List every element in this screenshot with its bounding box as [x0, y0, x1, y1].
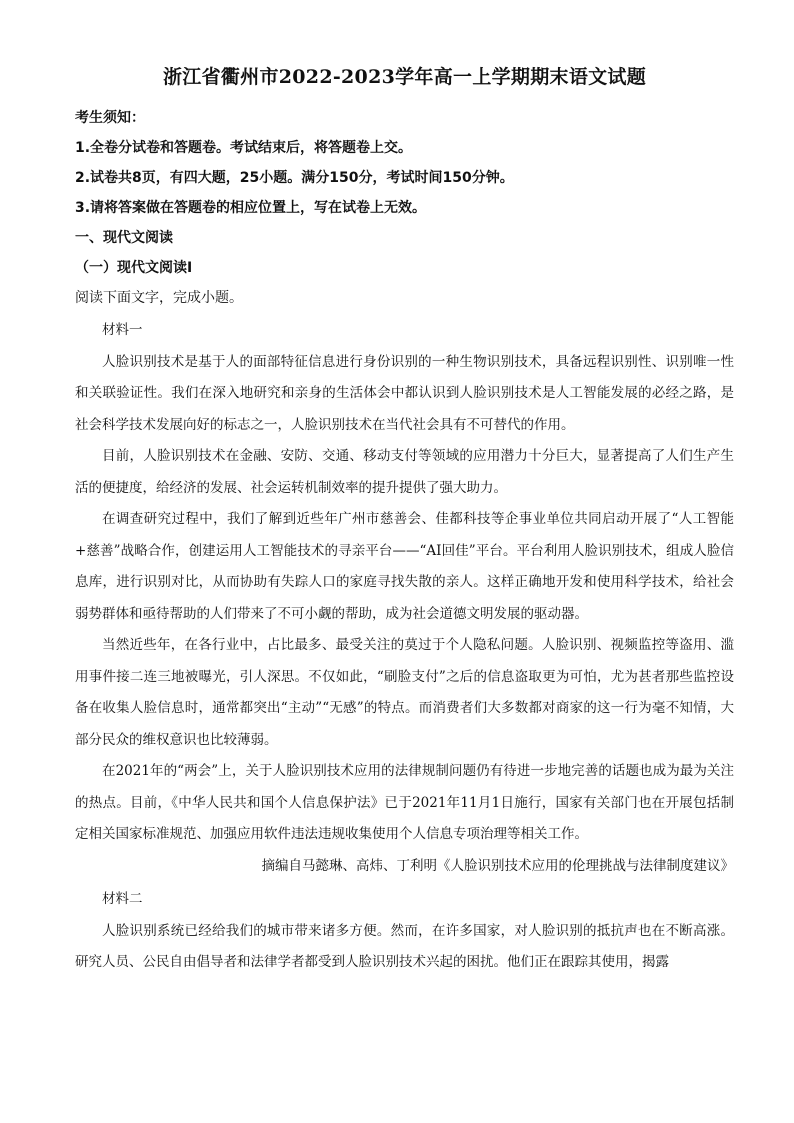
material-source: 摘编自马懿琳、高炜、丁利明《人脸识别技术应用的伦理挑战与法律制度建议》 [261, 857, 734, 874]
notice-item: 2.试卷共8页，有四大题，25小题。满分150分，考试时间150分钟。 [75, 170, 514, 186]
instruction-text: 阅读下面文字，完成小题。 [75, 290, 243, 306]
notice-item: 3.请将答案做在答题卷的相应位置上，写在试卷上无效。 [75, 200, 427, 216]
notice-item: 1.全卷分试卷和答题卷。考试结束后，将答题卷上交。 [75, 140, 413, 156]
material-label: 材料二 [102, 891, 143, 907]
material-paragraph: 在调查研究过程中，我们了解到近些年广州市慈善会、佳都科技等企事业单位共同启动开展了“人工智能+慈善”战略合作，创建运用人工智能技术的寻亲平台——“AI回佳”平台。平台利用人脸识别技术，组成人脸信息库，进行识别对比，从而协助有失踪人口的家庭寻找失散的亲人。这样正确地开发和使用科学技术，给社会弱势群体和亟待帮助的人们带来了不可小觑的帮助，成为社会道德文明发展的驱动器。 [75, 511, 734, 622]
section-heading: 一、现代文阅读 [75, 230, 173, 246]
material-paragraph: 人脸识别系统已经给我们的城市带来诸多方便。然而，在许多国家，对人脸识别的抵抗声也在不断高涨。研究人员、公民自由倡导者和法律学者都受到人脸识别技术兴起的困扰。他们正在跟踪其使用，揭露 [75, 922, 734, 970]
material-paragraph: 人脸识别技术是基于人的面部特征信息进行身份识别的一种生物识别技术，具备远程识别性、识别唯一性和关联验证性。我们在深入地研究和亲身的生活体会中都认识到人脸识别技术是人工智能发展的必经之路，是社会科学技术发展向好的标志之一，人脸识别技术在当代社会具有不可替代的作用。 [75, 353, 734, 433]
material-paragraph: 目前，人脸识别技术在金融、安防、交通、移动支付等领域的应用潜力十分巨大，显著提高了人们生产生活的便捷度，给经济的发展、社会运转机制效率的提升提供了强大助力。 [75, 448, 734, 496]
material-label: 材料一 [102, 322, 143, 338]
material-paragraph: 当然近些年，在各行业中，占比最多、最受关注的莫过于个人隐私问题。人脸识别、视频监控等盗用、滥用事件接二连三地被曝光，引人深思。不仅如此，“刷脸支付”之后的信息盗取更为可怕，尤为甚者那些监控设备在收集人脸信息时，通常都突出“主动”“无感”的特点。而消费者们大多数都对商家的这一行为毫不知情，大部分民众的维权意识也比较薄弱。 [75, 637, 734, 748]
notice-heading: 考生须知： [75, 110, 145, 126]
material-paragraph: 在2021年的“两会”上，关于人脸识别技术应用的法律规制问题仍有待进一步地完善的话题也成为最为关注的热点。目前，《中华人民共和国个人信息保护法》已于2021年11月1日施行，国家有关部门也在开展包括制定相关国家标准规范、加强应用软件违法违规收集使用个人信息专项治理等相关工作。 [75, 763, 734, 842]
page-title: 浙江省衢州市2022-2023学年高一上学期期末语文试题 [162, 66, 647, 88]
subsection-heading: （一）现代文阅读Ⅰ [75, 260, 193, 276]
